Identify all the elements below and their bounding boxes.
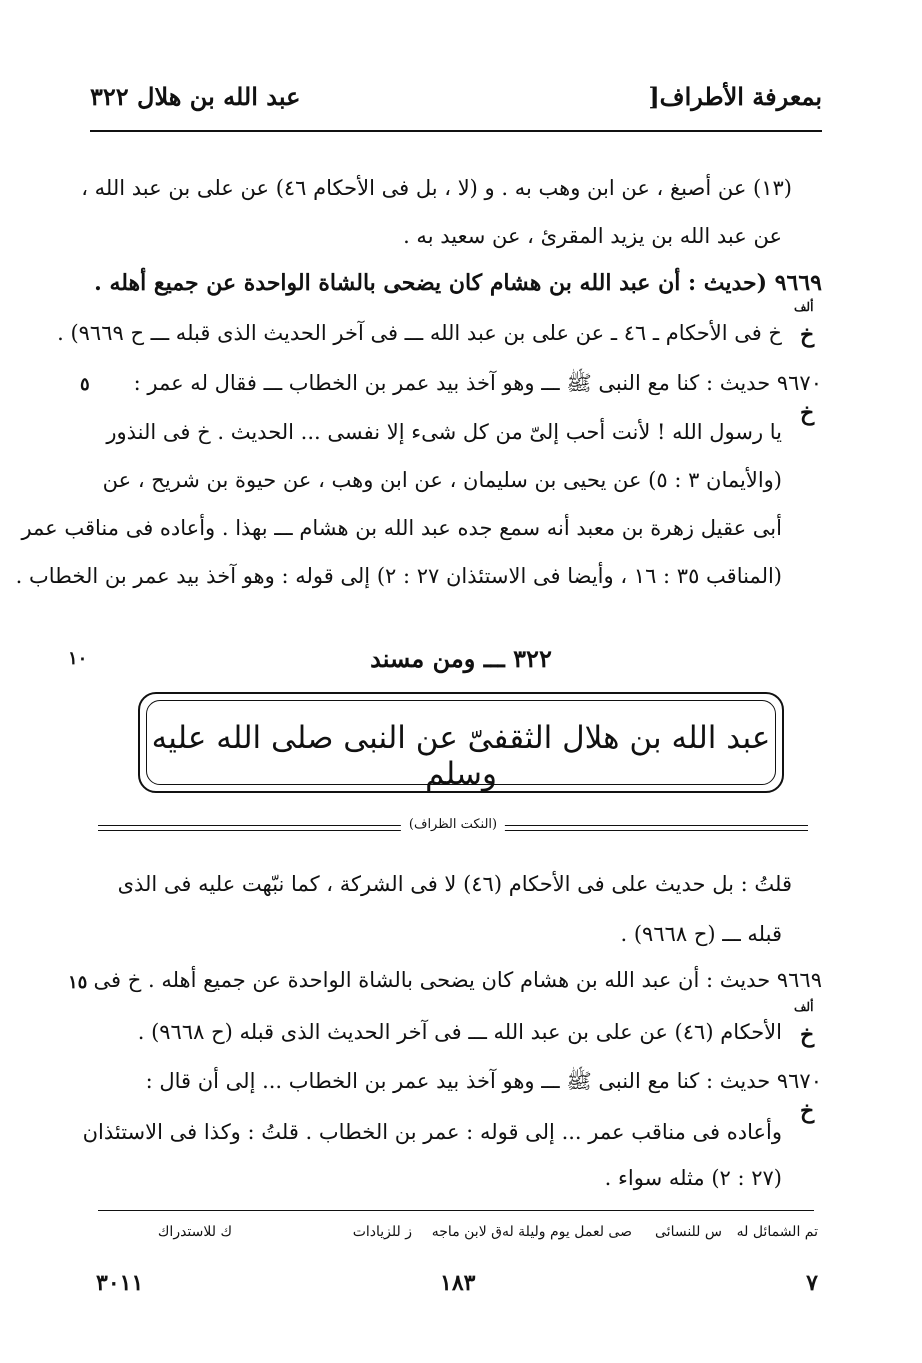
margin-siglum: خ [800, 400, 815, 426]
hadith-9670-line: (المناقب ٣٥ : ١٦ ، وأيضا فى الاستئذان ٢٧ : ٢) إلى قوله : وهو آخذ بيد عمر بن الخطاب . [15, 564, 782, 588]
hadith-9670-line: أبى عقيل زهرة بن معبد أنه سمع جده عبد الله بن هشام ـــ بهذا . وأعاده فى مناقب عمر [21, 516, 782, 540]
margin-siglum: خ [800, 1022, 815, 1048]
margin-siglum: خ [800, 322, 815, 348]
nukat-9670-line: ٩٦٧٠ حديث : كنا مع النبى ﷺ ـــ وهو آخذ بيد عمر بن الخطاب ... إلى أن قال : [145, 1069, 822, 1093]
legend-item: صى لعمل يوم وليلة له [501, 1224, 632, 1240]
section-title: ٣٢٢ ـــ ومن مسند [370, 644, 552, 673]
running-header [90, 82, 822, 122]
nukat-line: قلتُ : بل حديث على فى الأحكام (٤٦) لا فى الشركة ، كما نبّهت عليه فى الذى [117, 872, 792, 896]
text-line: (١٣) عن أصبغ ، عن ابن وهب به . و (لا ، بل فى الأحكام ٤٦) عن على بن عبد الله ، [81, 176, 792, 200]
line-number: ٥ [80, 374, 90, 395]
header-book-title: بمعرفة الأطراف[ [648, 82, 822, 111]
footer-rule [98, 1210, 814, 1211]
page-number: ١٨٣ [440, 1270, 476, 1296]
legend-item: ق لابن ماجه [431, 1224, 502, 1240]
nukat-line: قبله ـــ (ح ٩٦٦٨) . [620, 922, 782, 946]
line-number: ١٥ [68, 972, 88, 993]
folio-number: ٧ [806, 1270, 818, 1296]
hadith-9670-line: (والأيمان ٣ : ٥) عن يحيى بن سليمان ، عن ابن وهب ، عن حيوة بن شريح ، عن [102, 468, 782, 492]
nukat-9669-line: الأحكام (٤٦) عن على بن عبد الله ـــ فى آخر الحديث الذى قبله (ح ٩٦٦٨) . [137, 1020, 782, 1044]
framed-heading-text: عبد الله بن هلال الثقفىّ عن النبى صلى الله عليه وسلم [151, 720, 771, 792]
legend-item: ز للزيادات [352, 1224, 412, 1240]
header-chapter-title: عبد الله بن هلال ٣٢٢ [90, 82, 301, 111]
legend-item: تم الشمائل له [736, 1224, 818, 1240]
nukat-9670-line: (٢٧ : ٢) مثله سواء . [604, 1166, 782, 1190]
nukat-separator [98, 817, 808, 835]
hadith-9670-line: يا رسول الله ! لأنت أحب إلىّ من كل شىء إلا نفسى ... الحديث . خ فى النذور [106, 420, 782, 444]
hadith-9669-line: خ فى الأحكام ـ ٤٦ ـ عن على بن عبد الله ـــ فى آخر الحديث الذى قبله ـــ ح ٩٦٦٩) . [57, 321, 782, 345]
hadith-9669-line: ٩٦٦٩ (حديث : أن عبد الله بن هشام كان يضحى بالشاة الواحدة عن جميع أهله . [94, 270, 822, 296]
margin-siglum-small: ألف [794, 300, 814, 314]
framed-heading [138, 692, 784, 793]
volume-page-number: ٣٠١١ [96, 1270, 144, 1296]
line-number: ١٠ [68, 648, 88, 669]
nukat-9670-line: وأعاده فى مناقب عمر ... إلى قوله : عمر بن الخطاب . قلتُ : وكذا فى الاستئذان [82, 1120, 782, 1144]
text-line: عن عبد الله بن يزيد المقرئ ، عن سعيد به . [403, 224, 782, 248]
hadith-9670-line: ٩٦٧٠ حديث : كنا مع النبى ﷺ ـــ وهو آخذ بيد عمر بن الخطاب ـــ فقال له عمر : [133, 371, 822, 395]
nukat-9669-line: ٩٦٦٩ حديث : أن عبد الله بن هشام كان يضحى بالشاة الواحدة عن جميع أهله . خ فى [93, 968, 822, 992]
header-rule [90, 130, 822, 132]
legend-item: س للنسائى [655, 1224, 722, 1240]
separator-label: (النكت الظراف) [401, 817, 505, 832]
margin-siglum: خ [800, 1098, 815, 1124]
margin-siglum-small: ألف [794, 1000, 814, 1014]
legend-item: ك للاستدراك [157, 1224, 232, 1240]
